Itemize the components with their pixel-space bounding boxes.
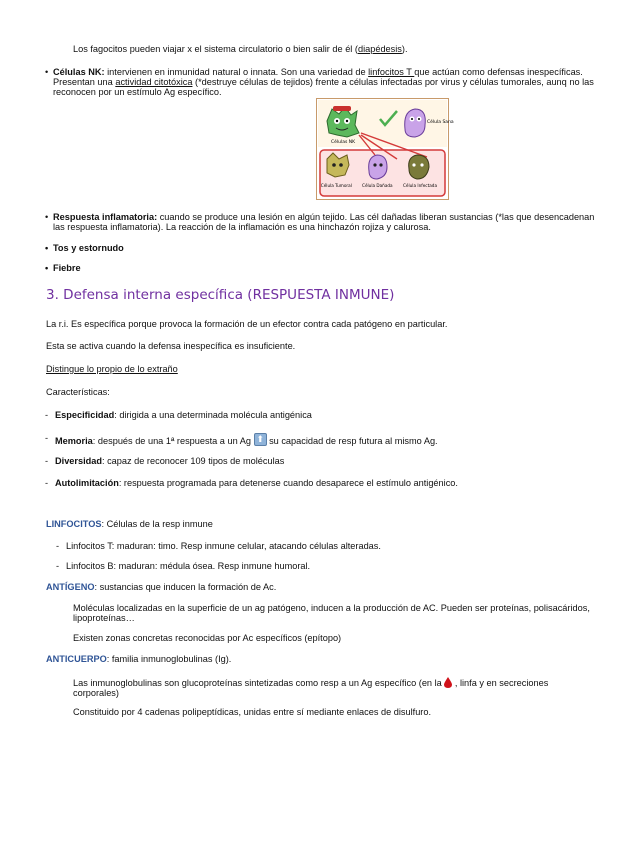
svg-text:Célula Sana (427, 118, 454, 125)
feature-diversity: - Diversidad: capaz de reconocer 109 tipos de moléculas (55, 456, 284, 466)
anticuerpo-paragraph-1: Las inmunoglobulinas son glucoproteínas sintetizadas como resp a un Ag específico (en la , linfa y en secreciones corporales) (73, 678, 549, 698)
infected-label: Célula Infectada (402, 183, 438, 188)
feature-specificity: - Especificidad: dirigida a una determinada molécula antigénica (55, 410, 312, 420)
healthy-cell-icon (405, 109, 426, 137)
tumor-label: Célula Tumoral (320, 183, 352, 188)
nk-paragraph: • Células NK: intervienen en inmunidad natural o innata. Son una variedad de linfocitos T que actúan como defensas inespecíficas. Presentan una actividad citotóxica (*destruye células de tejidos) frente a células infectadas por virus y células tumorales, aunq no las reconocen por un estímulo Ag específico. (53, 67, 594, 97)
feature-autolimitation: - Autolimitación: respuesta programada para detenerse cuando desaparece el estímulo antigénico. (55, 478, 458, 488)
up-arrow-icon: ⬆ (254, 433, 267, 446)
anticuerpo-paragraph-2: Constituido por 4 cadenas polipeptídicas, unidas entre sí mediante enlaces de disulfuro. (73, 707, 432, 717)
damaged-label: Célula Dañada (362, 183, 393, 188)
damaged-cell-icon (369, 155, 387, 179)
paragraph-1: La r.i. Es específica porque provoca la formación de un efector contra cada patógeno en particular. (46, 319, 448, 329)
citotoxica-link[interactable]: actividad citotóxica (115, 77, 193, 87)
infected-cell-icon (409, 155, 429, 179)
linfocitos-heading: LINFOCITOS: Células de la resp inmune (46, 519, 213, 529)
fiebre-item: • Fiebre (53, 263, 81, 273)
paragraph-2: Esta se activa cuando la defensa inespecífica es insuficiente. (46, 341, 296, 351)
nk-cells-figure (316, 98, 454, 200)
linfocitos-t-item: - Linfocitos T: maduran: timo. Resp inmune celular, atacando células alteradas. (66, 541, 381, 551)
characteristics-label: Características: (46, 387, 110, 397)
linfocitos-b-item: - Linfocitos B: maduran: médula ósea. Resp inmune humoral. (66, 561, 310, 571)
svg-text:Célula Tumoral Célula Da (321, 183, 438, 188)
section-heading: 3. Defensa interna específica (RESPUESTA INMUNE) (46, 287, 395, 303)
feature-memory: - Memoria: después de una 1ª respuesta a un Ag ⬆ su capacidad de resp futura al mismo Ag. (55, 433, 438, 446)
antigeno-paragraph-1: Moléculas localizadas en la superficie de un ag patógeno, inducen a la producción de AC. Pueden ser proteínas, polisacáridos, lipoproteínas… (73, 603, 590, 623)
anticuerpo-heading: ANTICUERPO: familia inmunoglobulinas (Ig). (46, 654, 232, 664)
diapedesis-link[interactable]: diapédesis (357, 44, 402, 54)
intro-line: Los fagocitos pueden viajar x el sistema circulatorio o bien salir de él (diapédesis). (73, 44, 408, 54)
antigeno-heading: ANTÍGENO: sustancias que inducen la formación de Ac. (46, 582, 277, 592)
paragraph-3: Distingue lo propio de lo extraño (46, 364, 178, 374)
tos-item: • Tos y estornudo (53, 243, 124, 253)
inflammatory-paragraph: • Respuesta inflamatoria: cuando se produce una lesión en algún tejido. Las cél dañadas liberan sustancias (*las que desencadenan las respuesta inflamatoria). La reacción de la inflamación es una hinchazón rojiza y calurosa. (53, 212, 594, 232)
svg-text:Células NK: Células NK (331, 140, 356, 145)
antigeno-paragraph-2: Existen zonas concretas reconocidas por Ac específicos (epítopo) (73, 633, 342, 643)
healthy-label: Célula Sana (427, 120, 454, 125)
linfocitos-link[interactable]: linfocitos T (368, 67, 415, 77)
